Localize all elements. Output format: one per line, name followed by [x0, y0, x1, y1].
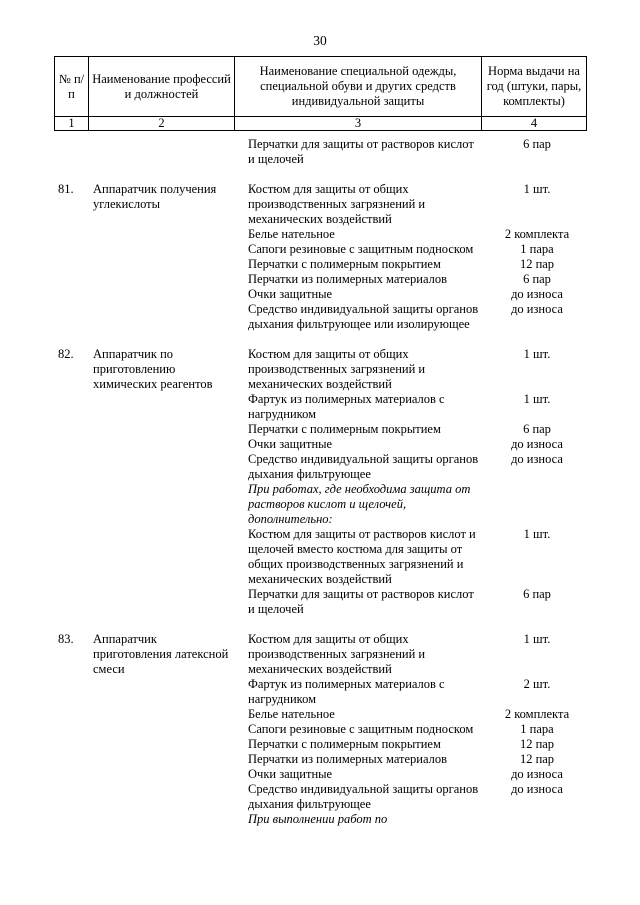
ppe-item-name: Очки защитные — [248, 437, 333, 451]
table-row — [0, 182, 640, 332]
profession-name: Аппаратчик по приготовлению химических реагентов — [93, 347, 213, 391]
ppe-item — [0, 227, 640, 242]
ppe-item — [0, 767, 640, 782]
ppe-item-name: Фартук из полимерных материалов с нагрудником — [248, 677, 445, 706]
ppe-item-name: Белье нательное — [248, 227, 335, 241]
ppe-item-norm: 12 пар — [519, 752, 555, 766]
ppe-item — [0, 707, 640, 722]
ppe-item-norm: 1 шт. — [523, 347, 551, 361]
ppe-item-norm: 2 комплекта — [504, 707, 570, 721]
ppe-item-norm: 6 пар — [523, 137, 551, 151]
ppe-item — [0, 632, 640, 677]
ppe-item-norm: 12 пар — [519, 737, 555, 751]
ppe-item-norm: 1 шт. — [523, 632, 551, 646]
ppe-item-norm: 1 пара — [520, 722, 554, 736]
ppe-item — [0, 242, 640, 257]
profession-name: Аппаратчик приготовления латексной смеси — [93, 632, 229, 676]
ppe-item — [0, 782, 640, 812]
header-number: № п/п — [55, 57, 89, 117]
header-profession: Наименование профессий и должностей — [89, 57, 235, 117]
ppe-item-norm: 2 шт. — [523, 677, 551, 691]
ppe-item-norm: до износа — [511, 287, 563, 301]
note-text: При работах, где необходима защита от растворов кислот и щелочей, дополнительно: — [248, 482, 471, 526]
ppe-item — [0, 722, 640, 737]
ppe-item-name: Фартук из полимерных материалов с нагрудником — [248, 392, 445, 421]
ppe-item — [0, 272, 640, 287]
ppe-item-name: Костюм для защиты от растворов кислот и щелочей вместо костюма для защиты от общих производственных загрязнений и механических воздействий — [248, 527, 476, 586]
header-ppe-name: Наименование специальной одежды, специальной обуви и других средств индивидуальной защиты — [235, 57, 482, 117]
ppe-item-name: Перчатки с полимерным покрытием — [248, 737, 441, 751]
ppe-item — [0, 737, 640, 752]
ppe-item — [0, 422, 640, 437]
ppe-item — [0, 287, 640, 302]
page-number: 30 — [313, 33, 327, 48]
ppe-item — [0, 677, 640, 707]
ppe-item-norm: 12 пар — [519, 257, 555, 271]
ppe-item-norm: до износа — [511, 767, 563, 781]
row-number: 82. — [58, 347, 74, 361]
ppe-item — [0, 437, 640, 452]
ppe-item — [0, 452, 640, 482]
table-body — [0, 137, 640, 827]
ppe-item-norm: до износа — [511, 782, 563, 796]
ppe-item-norm: 6 пар — [523, 422, 551, 436]
ppe-item-name: Перчатки с полимерным покрытием — [248, 257, 441, 271]
ppe-item-name: Средство индивидуальной защиты органов дыхания фильтрующее — [248, 782, 479, 811]
ppe-item-name: Перчатки из полимерных материалов — [248, 752, 448, 766]
ppe-item-norm: 2 комплекта — [504, 227, 570, 241]
ppe-item-name: Средство индивидуальной защиты органов дыхания фильтрующее или изолирующее — [248, 302, 479, 331]
ppe-item — [0, 347, 640, 392]
ppe-item — [0, 137, 640, 167]
ppe-item-norm: до износа — [511, 437, 563, 451]
row-number: 83. — [58, 632, 74, 646]
continuation-block — [0, 137, 640, 167]
table-row — [0, 632, 640, 827]
header-col-number: 3 — [235, 117, 482, 131]
ppe-item-norm: до износа — [511, 302, 563, 316]
ppe-item — [0, 257, 640, 272]
ppe-item-norm: 1 шт. — [523, 182, 551, 196]
ppe-item-norm: 1 шт. — [523, 392, 551, 406]
ppe-item-name: Белье нательное — [248, 707, 335, 721]
ppe-item — [0, 182, 640, 227]
ppe-item-name: Костюм для защиты от общих производственных загрязнений и механических воздействий — [248, 347, 426, 391]
header-col-number: 4 — [482, 117, 587, 131]
ppe-item-name: Перчатки из полимерных материалов — [248, 272, 448, 286]
ppe-item-name: Перчатки для защиты от растворов кислот и щелочей — [248, 587, 474, 616]
ppe-item-name: Сапоги резиновые с защитным подноском — [248, 242, 474, 256]
header-norm: Норма выдачи на год (штуки, пары, комплекты) — [482, 57, 587, 117]
ppe-item-name: Перчатки для защиты от растворов кислот и щелочей — [248, 137, 474, 166]
ppe-item-name: Очки защитные — [248, 767, 333, 781]
table-header — [54, 56, 587, 131]
ppe-item-name: Средство индивидуальной защиты органов дыхания фильтрующее — [248, 452, 479, 481]
ppe-item — [0, 587, 640, 617]
ppe-item-norm: 1 пара — [520, 242, 554, 256]
ppe-item-norm: 6 пар — [523, 272, 551, 286]
table-row — [0, 347, 640, 617]
ppe-item — [0, 302, 640, 332]
note-text: При выполнении работ по — [248, 812, 388, 826]
ppe-item-norm: до износа — [511, 452, 563, 466]
ppe-item — [0, 752, 640, 767]
ppe-item — [0, 392, 640, 422]
row-number: 81. — [58, 182, 74, 196]
header-col-number: 2 — [89, 117, 235, 131]
ppe-item-norm: 6 пар — [523, 587, 551, 601]
header-col-number: 1 — [55, 117, 89, 131]
ppe-item-name: Костюм для защиты от общих производственных загрязнений и механических воздействий — [248, 632, 426, 676]
profession-name: Аппаратчик получения углекислоты — [93, 182, 217, 211]
ppe-item-name: Очки защитные — [248, 287, 333, 301]
ppe-item — [0, 527, 640, 587]
ppe-item-norm: 1 шт. — [523, 527, 551, 541]
ppe-item-name: Костюм для защиты от общих производственных загрязнений и механических воздействий — [248, 182, 426, 226]
ppe-item-name: Сапоги резиновые с защитным подноском — [248, 722, 474, 736]
ppe-item-name: Перчатки с полимерным покрытием — [248, 422, 441, 436]
